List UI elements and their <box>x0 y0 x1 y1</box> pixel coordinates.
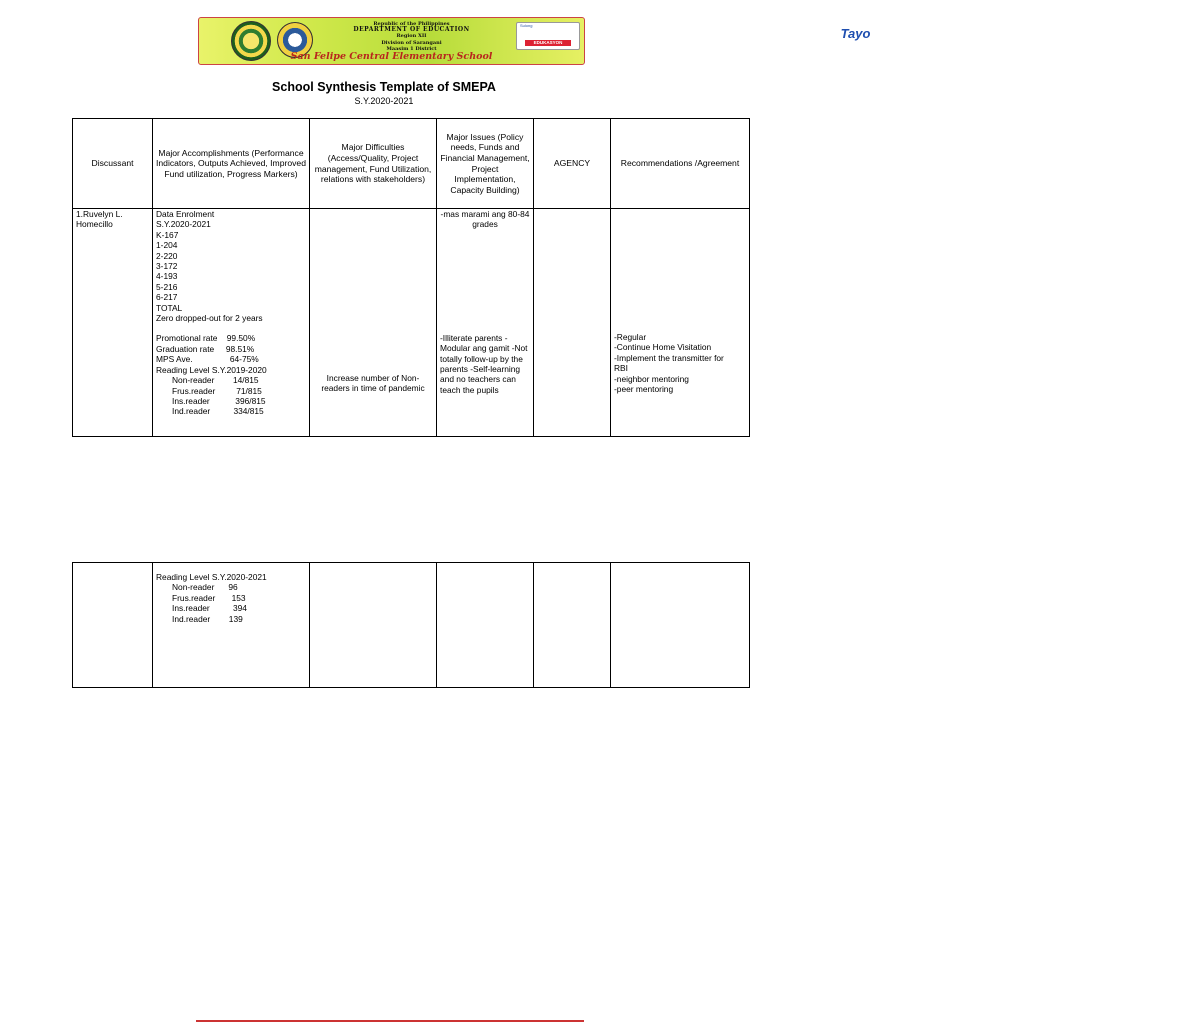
recommendations-cell <box>611 209 750 437</box>
agency-cell <box>534 209 611 437</box>
table-row <box>73 209 750 437</box>
difficulties-cell <box>310 563 437 688</box>
banner-line-1: Republic of the Philippines <box>373 21 450 27</box>
accomplishment-line: 2-220 <box>156 250 178 261</box>
accomplishment-line: Promotional rate 99.50% <box>156 333 256 344</box>
accomplishments-cell <box>153 563 310 688</box>
recommendations-cell <box>611 563 750 688</box>
tayo-big-text: Tayo <box>840 26 871 41</box>
accomplishment-line: S.Y.2020-2021 <box>156 219 211 230</box>
banner-school-name: San Felipe Central Elementary School <box>290 51 493 62</box>
accomplishment-line: 6-217 <box>156 292 178 303</box>
banner-text <box>319 21 504 52</box>
sulong-tayo-logo <box>516 22 871 50</box>
accomplishment-line: Data Enrolment <box>156 209 215 219</box>
banner-line-5: Maasim 1 District <box>386 45 437 52</box>
issues-cell <box>437 563 534 688</box>
accomplishment-line: Zero dropped-out for 2 years <box>156 313 263 324</box>
header-difficulties: Major Difficulties (Access/Quality, Project management, Fund Utilization, relations with stakeholders) <box>310 119 437 209</box>
recommendation-line: -Regular <box>614 332 647 342</box>
difficulties-cell <box>310 209 437 437</box>
reading-level-heading: Reading Level S.Y.2020-2021 <box>156 572 267 582</box>
issue-top-text: -mas marami ang 80-84 grades <box>440 209 530 230</box>
accomplishments-cell <box>153 209 310 437</box>
banner-line-3: Region XII <box>396 33 427 40</box>
reading-level-line: Ins.reader 394 <box>172 603 247 614</box>
header-issues: Major Issues (Policy needs, Funds and Financial Management, Project Implementation, Capacity Building) <box>437 119 534 209</box>
accomplishment-line: TOTAL <box>156 302 183 313</box>
accomplishment-line: K-167 <box>156 229 179 240</box>
page-title: School Synthesis Template of SMEPA <box>272 80 496 94</box>
tayo-bar-text: EDUKASYON <box>525 40 571 46</box>
header-recommendations: Recommendations /Agreement <box>611 119 750 209</box>
table-header-row <box>73 119 750 209</box>
accomplishment-line: 1-204 <box>156 240 178 251</box>
banner-line-2: DEPARTMENT OF EDUCATION <box>353 26 470 34</box>
reading-level-line: Frus.reader 153 <box>172 592 246 603</box>
recommendation-line: -peer mentoring <box>614 384 674 395</box>
deped-banner <box>198 17 871 65</box>
issues-cell <box>437 209 534 437</box>
accomplishment-line: 5-216 <box>156 281 178 292</box>
discussant-cell <box>73 563 153 688</box>
header-agency: AGENCY <box>534 119 611 209</box>
difficulty-text: Increase number of Non-readers in time of pandemic <box>321 373 425 394</box>
header-accomplishments: Major Accomplishments (Performance Indicators, Outputs Achieved, Improved Fund utilization, Progress Markers) <box>153 119 310 209</box>
reading-level-line: Frus.reader 71/815 <box>172 385 262 396</box>
recommendation-line: -Continue Home Visitation <box>614 342 712 353</box>
accomplishment-line: 4-193 <box>156 271 178 282</box>
accomplishment-line: MPS Ave. 64-75% <box>156 354 259 365</box>
agency-cell <box>534 563 611 688</box>
accomplishment-line: 3-172 <box>156 261 178 272</box>
discussant-cell <box>73 209 153 437</box>
header-discussant: Discussant <box>73 119 153 209</box>
school-year: S.Y.2020-2021 <box>354 96 414 106</box>
banner-line-4: Division of Sarangani <box>381 39 442 46</box>
synthesis-table <box>72 118 750 437</box>
discussant-name: 1.Ruvelyn L. Homecillo <box>76 209 123 230</box>
accomplishment-line: Reading Level S.Y.2019-2020 <box>156 364 267 375</box>
reading-level-line: Ins.reader 396/815 <box>172 395 266 406</box>
recommendation-line: -Implement the transmitter for RBI <box>614 352 724 374</box>
issue-bottom-text: -Illiterate parents -Modular ang gamit -Not totally follow-up by the parents -Self-learning and no teachers can teach the pupils <box>440 332 528 395</box>
reading-level-line: Non-reader 14/815 <box>172 375 259 386</box>
reading-level-line: Ind.reader 334/815 <box>172 406 264 417</box>
reading-level-line: Ind.reader 139 <box>172 613 243 624</box>
tayo-small-text: Sulong <box>520 23 533 28</box>
accomplishment-spacer <box>156 323 306 333</box>
reading-level-line: Non-reader 96 <box>172 582 238 593</box>
table-row <box>73 563 750 688</box>
accomplishment-line: Graduation rate 98.51% <box>156 343 255 354</box>
recommendation-line: -neighbor mentoring <box>614 373 689 384</box>
footer-divider <box>196 1020 584 1022</box>
synthesis-table-continued <box>72 562 750 688</box>
